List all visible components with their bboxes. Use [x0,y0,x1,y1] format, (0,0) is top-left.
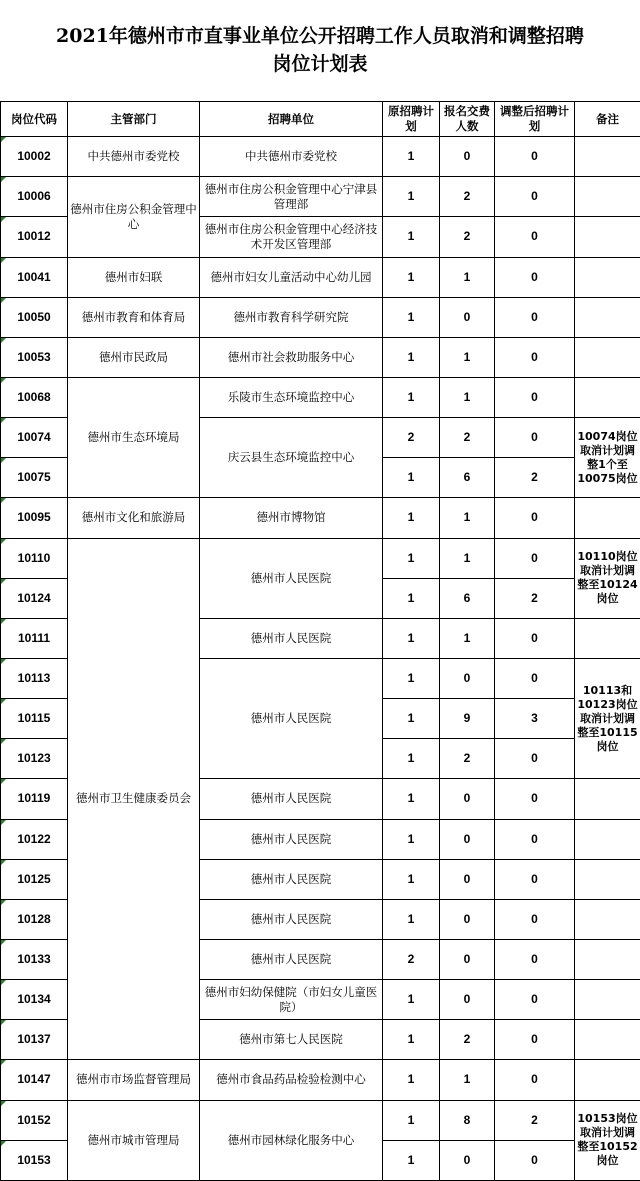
cell-adjusted: 0 [495,377,575,417]
cell-note [575,297,640,337]
cell-adjusted: 0 [495,1140,575,1180]
cell-orig: 1 [383,297,440,337]
cell-adjusted: 0 [495,819,575,859]
cell-applicants: 0 [440,939,495,979]
cell-adjusted: 0 [495,257,575,297]
cell-adjusted: 0 [495,859,575,899]
cell-dept: 德州市住房公积金管理中心 [68,177,200,257]
cell-orig: 2 [383,939,440,979]
cell-applicants: 2 [440,739,495,779]
cell-adjusted: 0 [495,779,575,819]
cell-adjusted: 0 [495,297,575,337]
cell-unit: 德州市人民医院 [200,779,383,819]
cell-note [575,618,640,658]
cell-adjusted: 0 [495,618,575,658]
cell-applicants: 0 [440,1140,495,1180]
cell-code: 10124 [1,578,68,618]
header-note: 备注 [575,102,640,137]
cell-dept: 德州市城市管理局 [68,1100,200,1181]
cell-adjusted: 3 [495,699,575,739]
cell-applicants: 0 [440,980,495,1020]
cell-dept: 德州市教育和体育局 [68,297,200,337]
cell-note [575,177,640,217]
cell-code: 10128 [1,899,68,939]
cell-unit: 德州市社会救助服务中心 [200,337,383,377]
table-row [1,137,640,177]
cell-orig: 1 [383,458,440,498]
cell-code: 10133 [1,939,68,979]
cell-applicants: 1 [440,377,495,417]
cell-code: 10053 [1,337,68,377]
cell-applicants: 0 [440,899,495,939]
cell-unit: 德州市人民医院 [200,939,383,979]
cell-note [575,859,640,899]
table-row [1,1060,640,1100]
cell-adjusted: 0 [495,1020,575,1060]
cell-orig: 1 [383,217,440,257]
recruitment-table [0,101,640,1181]
cell-adjusted: 0 [495,1060,575,1100]
cell-unit: 德州市教育科学研究院 [200,297,383,337]
cell-orig: 1 [383,859,440,899]
cell-dept: 德州市文化和旅游局 [68,498,200,538]
title-line-2: 岗位计划表 [272,53,368,75]
cell-adjusted: 0 [495,337,575,377]
cell-unit: 德州市园林绿化服务中心 [200,1100,383,1181]
cell-applicants: 6 [440,578,495,618]
cell-dept: 中共德州市委党校 [68,137,200,177]
cell-code: 10075 [1,458,68,498]
cell-orig: 1 [383,819,440,859]
cell-unit: 德州市第七人民医院 [200,1020,383,1060]
cell-code: 10137 [1,1020,68,1060]
cell-applicants: 2 [440,1020,495,1060]
cell-adjusted: 0 [495,980,575,1020]
cell-orig: 1 [383,1100,440,1140]
cell-unit: 德州市人民医院 [200,859,383,899]
cell-code: 10111 [1,618,68,658]
cell-dept: 德州市民政局 [68,337,200,377]
cell-unit: 德州市博物馆 [200,498,383,538]
table-row [1,257,640,297]
cell-orig: 1 [383,618,440,658]
header-applicants: 报名交费人数 [440,102,495,137]
cell-orig: 1 [383,899,440,939]
cell-applicants: 6 [440,458,495,498]
cell-applicants: 8 [440,1100,495,1140]
cell-code: 10012 [1,217,68,257]
header-row [1,102,640,137]
cell-orig: 1 [383,578,440,618]
cell-code: 10095 [1,498,68,538]
cell-code: 10110 [1,538,68,578]
cell-unit: 德州市人民医院 [200,899,383,939]
cell-adjusted: 0 [495,217,575,257]
cell-code: 10122 [1,819,68,859]
cell-unit: 中共德州市委党校 [200,137,383,177]
header-orig: 原招聘计划 [383,102,440,137]
cell-note: 10110岗位取消计划调整至10124岗位 [575,538,640,618]
cell-code: 10050 [1,297,68,337]
cell-adjusted: 0 [495,498,575,538]
cell-applicants: 9 [440,699,495,739]
cell-adjusted: 0 [495,137,575,177]
cell-note [575,257,640,297]
cell-orig: 1 [383,1140,440,1180]
cell-code: 10152 [1,1100,68,1140]
cell-orig: 1 [383,177,440,217]
cell-note [575,899,640,939]
cell-adjusted: 0 [495,418,575,458]
cell-orig: 1 [383,137,440,177]
cell-adjusted: 0 [495,939,575,979]
cell-dept: 德州市卫生健康委员会 [68,538,200,1060]
cell-applicants: 2 [440,217,495,257]
cell-code: 10041 [1,257,68,297]
cell-dept: 德州市市场监督管理局 [68,1060,200,1100]
cell-code: 10068 [1,377,68,417]
cell-note: 10153岗位取消计划调整至10152岗位 [575,1100,640,1181]
cell-orig: 1 [383,699,440,739]
table-row [1,337,640,377]
cell-note [575,377,640,417]
table-row [1,297,640,337]
cell-orig: 1 [383,257,440,297]
cell-code: 10002 [1,137,68,177]
cell-unit: 德州市人民医院 [200,618,383,658]
cell-orig: 1 [383,538,440,578]
cell-applicants: 1 [440,1060,495,1100]
cell-applicants: 1 [440,498,495,538]
cell-adjusted: 0 [495,538,575,578]
cell-code: 10147 [1,1060,68,1100]
cell-unit: 德州市人民医院 [200,819,383,859]
cell-code: 10115 [1,699,68,739]
cell-applicants: 1 [440,538,495,578]
cell-note [575,337,640,377]
cell-note [575,779,640,819]
cell-unit: 德州市妇女儿童活动中心幼儿园 [200,257,383,297]
cell-dept: 德州市生态环境局 [68,377,200,497]
cell-orig: 1 [383,1060,440,1100]
header-adjusted: 调整后招聘计划 [495,102,575,137]
cell-adjusted: 0 [495,739,575,779]
cell-applicants: 0 [440,137,495,177]
cell-note: 10113和10123岗位取消计划调整至10115岗位 [575,658,640,778]
page-title [0,0,640,101]
cell-note [575,137,640,177]
cell-dept: 德州市妇联 [68,257,200,297]
cell-code: 10153 [1,1140,68,1180]
cell-note [575,819,640,859]
cell-code: 10113 [1,658,68,698]
cell-orig: 1 [383,498,440,538]
cell-unit: 德州市住房公积金管理中心经济技术开发区管理部 [200,217,383,257]
cell-adjusted: 2 [495,578,575,618]
cell-applicants: 2 [440,418,495,458]
cell-code: 10074 [1,418,68,458]
cell-applicants: 0 [440,297,495,337]
cell-orig: 1 [383,779,440,819]
cell-orig: 2 [383,418,440,458]
cell-applicants: 1 [440,257,495,297]
cell-orig: 1 [383,1020,440,1060]
cell-note [575,498,640,538]
cell-applicants: 2 [440,177,495,217]
cell-note [575,1020,640,1060]
cell-applicants: 0 [440,658,495,698]
cell-adjusted: 2 [495,458,575,498]
cell-orig: 1 [383,658,440,698]
cell-unit: 德州市食品药品检验检测中心 [200,1060,383,1100]
cell-note [575,939,640,979]
cell-unit: 庆云县生态环境监控中心 [200,418,383,498]
cell-code: 10006 [1,177,68,217]
cell-applicants: 0 [440,779,495,819]
cell-note [575,1060,640,1100]
cell-code: 10119 [1,779,68,819]
cell-adjusted: 2 [495,1100,575,1140]
cell-adjusted: 0 [495,658,575,698]
table-row [1,498,640,538]
cell-applicants: 1 [440,618,495,658]
cell-adjusted: 0 [495,899,575,939]
cell-adjusted: 0 [495,177,575,217]
cell-code: 10134 [1,980,68,1020]
table-row [1,1100,640,1140]
cell-note: 10074岗位取消计划调整1个至10075岗位 [575,418,640,498]
cell-applicants: 0 [440,859,495,899]
cell-code: 10123 [1,739,68,779]
title-line-1: 2021年德州市市直事业单位公开招聘工作人员取消和调整招聘 [56,25,584,47]
cell-unit: 德州市人民医院 [200,538,383,618]
header-unit: 招聘单位 [200,102,383,137]
cell-orig: 1 [383,377,440,417]
cell-unit: 德州市妇幼保健院（市妇女儿童医院） [200,980,383,1020]
cell-code: 10125 [1,859,68,899]
cell-note [575,217,640,257]
cell-unit: 德州市住房公积金管理中心宁津县管理部 [200,177,383,217]
cell-note [575,980,640,1020]
header-dept: 主管部门 [68,102,200,137]
header-code: 岗位代码 [1,102,68,137]
cell-orig: 1 [383,337,440,377]
cell-orig: 1 [383,980,440,1020]
cell-orig: 1 [383,739,440,779]
cell-unit: 德州市人民医院 [200,658,383,778]
table-row [1,538,640,578]
cell-unit: 乐陵市生态环境监控中心 [200,377,383,417]
cell-applicants: 1 [440,337,495,377]
table-row [1,377,640,417]
cell-applicants: 0 [440,819,495,859]
table-row [1,177,640,217]
